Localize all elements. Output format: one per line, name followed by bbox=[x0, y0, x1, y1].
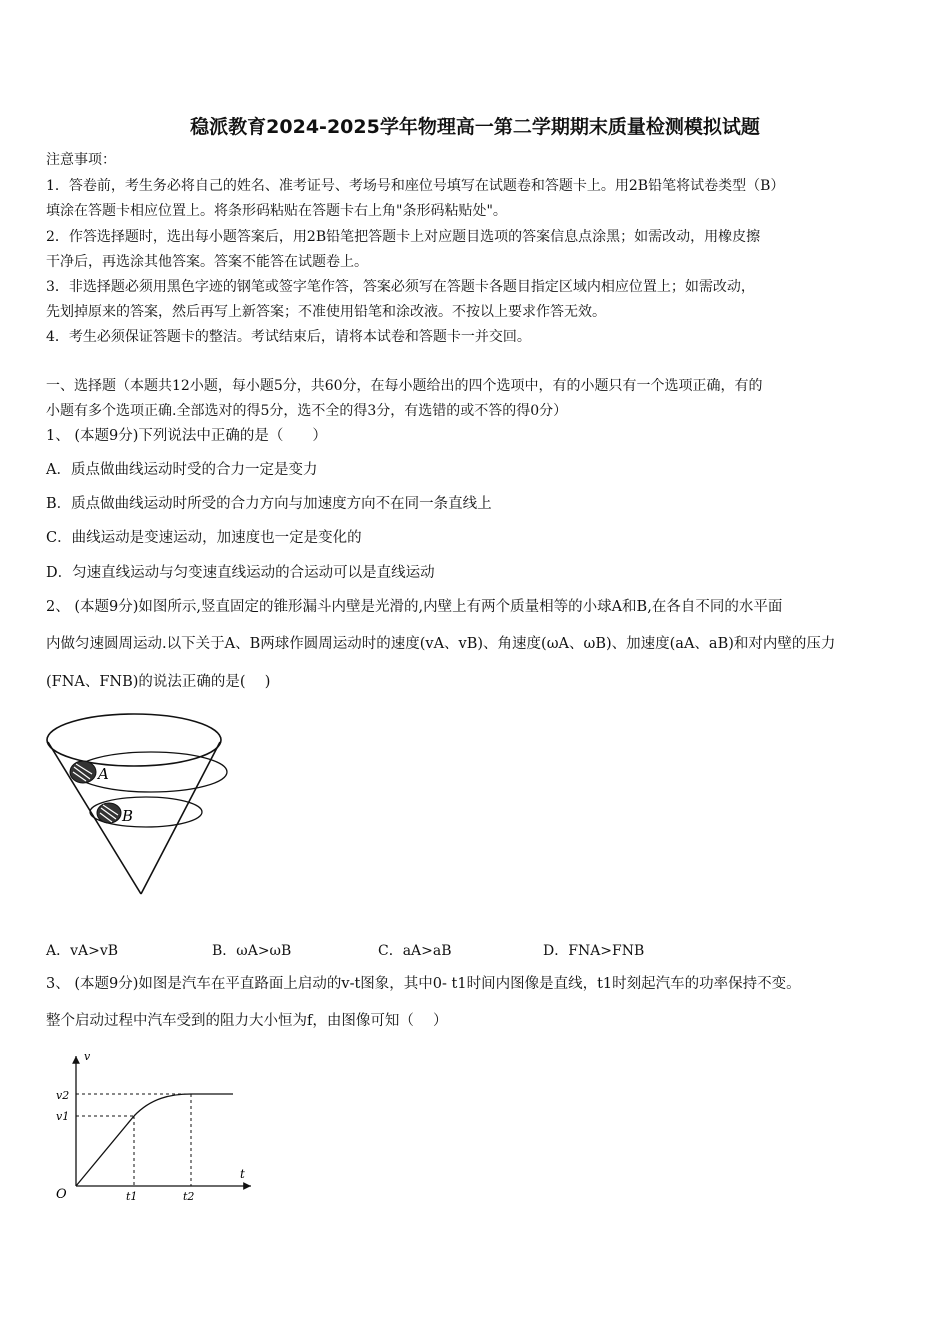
q3-stem-line1: 3、 (本题9分)如图是汽车在平直路面上启动的v-t图象，其中0- t1时间内图像是直线，t1时刻起汽车的功率保持不变。 bbox=[46, 976, 801, 992]
section-instructions: 小题有多个选项正确.全部选对的得5分，选不全的得3分，有选错的或不答的得0分） bbox=[46, 403, 568, 419]
origin-label: O bbox=[56, 1187, 67, 1202]
section-instructions: 一、选择题（本题共12小题，每小题5分，共60分，在每小题给出的四个选项中，有的小题只有一个选项正确，有的 bbox=[46, 378, 763, 394]
v1-label: v1 bbox=[56, 1110, 70, 1123]
q2-option-d: D．FNA>FNB bbox=[543, 943, 645, 959]
notice-line: 填涂在答题卡相应位置上。将条形码粘贴在答题卡右上角"条形码粘贴处"。 bbox=[46, 203, 507, 219]
funnel-figure bbox=[46, 712, 231, 902]
notice-line: 1．答卷前，考生务必将自己的姓名、准考证号、考场号和座位号填写在试题卷和答题卡上。用2B铅笔将试卷类型（B） bbox=[46, 178, 785, 194]
q3-stem-line2: 整个启动过程中汽车受到的阻力大小恒为f，由图像可知（ ） bbox=[46, 1013, 448, 1029]
v2-label: v2 bbox=[56, 1089, 70, 1102]
y-axis-label: v bbox=[84, 1050, 91, 1063]
q2-stem-line1: 2、 (本题9分)如图所示,竖直固定的锥形漏斗内壁是光滑的,内壁上有两个质量相等的小球A和B,在各自不同的水平面 bbox=[46, 599, 783, 615]
notice-line: 3．非选择题必须用黑色字迹的钢笔或签字笔作答，答案必须写在答题卡各题目指定区域内相应位置上；如需改动， bbox=[46, 279, 755, 295]
q2-option-a: A．vA>vB bbox=[46, 943, 119, 959]
q2-stem-line2: 内做匀速圆周运动.以下关于A、B两球作圆周运动时的速度(vA、vB)、角速度(ωA、ωB)、加速度(aA、aB)和对内壁的压力 bbox=[46, 636, 836, 652]
q2-option-c: C．aA>aB bbox=[378, 943, 452, 959]
curve-segment bbox=[134, 1094, 233, 1116]
label-a: A bbox=[98, 765, 109, 783]
notice-line: 先划掉原来的答案，然后再写上新答案；不准使用铅笔和涂改液。不按以上要求作答无效。 bbox=[46, 304, 606, 320]
label-b: B bbox=[122, 807, 134, 825]
q1-option-d: D．匀速直线运动与匀变速直线运动的合运动可以是直线运动 bbox=[46, 565, 435, 581]
vt-graph bbox=[46, 1048, 261, 1208]
x-axis-label: t bbox=[240, 1167, 245, 1181]
q1-option-a: A．质点做曲线运动时受的合力一定是变力 bbox=[46, 462, 318, 478]
q2-option-b: B．ωA>ωB bbox=[212, 943, 292, 959]
t1-label: t1 bbox=[126, 1190, 138, 1203]
t2-label: t2 bbox=[183, 1190, 195, 1203]
notice-line: 干净后，再选涂其他答案。答案不能答在试题卷上。 bbox=[46, 254, 368, 270]
notice-line: 4．考生必须保证答题卡的整洁。考试结束后，请将本试卷和答题卡一并交回。 bbox=[46, 329, 531, 345]
q1-option-c: C．曲线运动是变速运动，加速度也一定是变化的 bbox=[46, 530, 362, 546]
page-title: 稳派教育2024-2025学年物理高一第二学期期末质量检测模拟试题 bbox=[190, 116, 760, 138]
q1-option-b: B．质点做曲线运动时所受的合力方向与加速度方向不在同一条直线上 bbox=[46, 496, 492, 512]
q2-stem-line3: (FNA、FNB)的说法正确的是( ) bbox=[46, 674, 271, 690]
notice-heading: 注意事项： bbox=[46, 152, 116, 168]
q1-stem: 1、 (本题9分)下列说法中正确的是（ ） bbox=[46, 428, 327, 444]
notice-line: 2．作答选择题时，选出每小题答案后，用2B铅笔把答题卡上对应题目选项的答案信息点涂黑；如需改动，用橡皮擦 bbox=[46, 229, 761, 245]
linear-segment bbox=[76, 1116, 134, 1186]
